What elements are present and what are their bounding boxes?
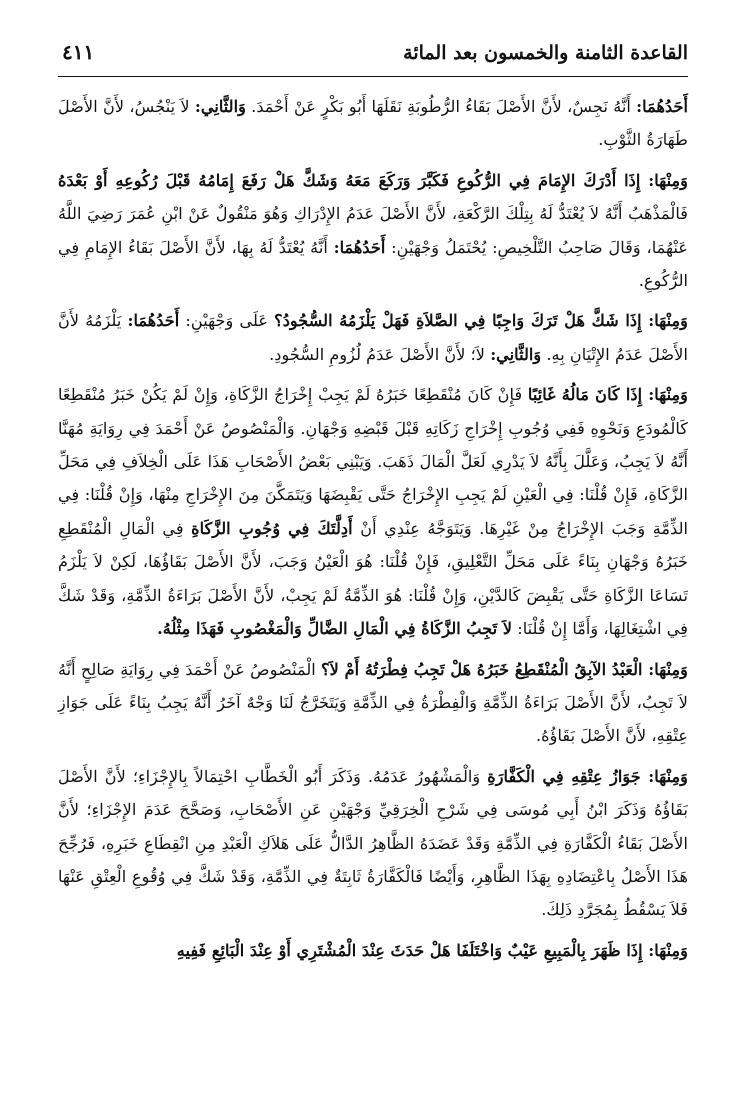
running-title: القاعدة الثامنة والخمسون بعد المائة — [403, 42, 688, 64]
paragraph — [58, 378, 688, 645]
text-segment: الْمَنْصُوصُ عَنْ أَحْمَدَ فِي رِوَايَةِ صَالِحٍ أَنَّهُ لاَ تَجِبُ، لأَنَّ الأَصْلَ بَرَاءَةُ الذِّمَّةِ وَالْفِطْرَةُ فِي الذِّمَّةِ وَيَتَخَرَّجُ لَنَا وَجْهٌ آخَرُ أَنَّهُ يَجِبُ بِنَاءً عَلَى جَوَازِ عِتْقِهِ، لأَنَّ الأَصْلَ بَقَاؤُهُ. — [58, 659, 688, 746]
bold-phrase: لاَ تَجِبُ الزَّكَاةُ فِي الْمَالِ الضَّالِّ وَالْمَغْصُوبِ فَهَذَا مِثْلُهُ. — [157, 619, 513, 639]
bold-phrase: وَمِنْهَا: إِذَا شَكَّ هَلْ تَرَكَ وَاجِبًا فِي الصَّلاَةِ فَهَلْ يَلْزَمُهُ السُّجُودُ؟ — [274, 311, 688, 331]
text-segment: لاَ؛ لأَنَّ الأَصْلَ عَدَمُ لُزُومِ السُّجُودِ. — [269, 344, 491, 364]
bold-phrase: وَمِنْهَا: الْعَبْدُ الآبِقُ الْمُنْقَطِعُ خَبَرُهُ هَلْ تَجِبُ فِطْرَتُهُ أَمْ لاَ؟ — [321, 659, 689, 679]
header-divider — [58, 76, 688, 77]
paragraph — [58, 164, 688, 298]
paragraph — [58, 653, 688, 753]
bold-phrase: أَحَدُهُمَا: — [127, 311, 180, 331]
text-segment: لاَ يَنْجُسُ، لأَنَّ الأَصْلَ طَهَارَةُ الثَّوْبِ. — [58, 97, 688, 150]
bold-phrase: وَالثَّانِي: — [490, 344, 542, 364]
bold-phrase: وَمِنْهَا: إِذَا ظَهَرَ بِالْمَبِيعِ عَيْبٌ وَاخْتَلَفَا هَلْ حَدَثَ عِنْدَ الْمُشْتَرِي أَوْ عِنْدَ الْبَائِعِ فَفِيهِ — [176, 940, 688, 960]
text-segment: فَالْمَذْهَبُ أَنَّهُ لاَ يُعْتَدُّ لَهُ بِتِلْكَ الرَّكْعَةِ، لأَنَّ الأَصْلَ عَدَمُ الإِدْرَاكِ وَهُوَ مَنْقُولٌ عَنْ ابْنِ عُمَرَ رَضِيَ اللَّهُ عَنْهُمَا، وَقَالَ صَاحِبُ التَّلْخِيصِ: يُحْتَمَلُ وَجْهَيْنِ: — [58, 204, 688, 257]
bold-phrase: أَحَدُهُمَا: — [333, 237, 386, 257]
paragraph — [58, 934, 688, 967]
text-segment: فَإِنْ كَانَ مُنْقَطِعًا خَبَرُهُ لَمْ يَجِبْ إِخْرَاجُ الزَّكَاةِ، وَإِنْ لَمْ يَكُنْ خَبَرُ مُنْقَطِعًا كَالْمُودَعِ وَنَحْوِهِ فَفِي وُجُوبِ إِخْرَاجِ زَكَاتِهِ قَبْلَ قَبْضِهِ وَجْهَانِ. وَالْمَنْصُوصُ عَنْ أَحْمَدَ فِي رِوَايَةِ مُهَنَّا أَنَّهُ لاَ يَجِبُ، وَعَلَّلَ بِأَنَّهُ لاَ يَدْرِي لَعَلَّ الْمَالَ ذَهَبَ. وَيَبْنِي بَعْضُ الأَصْحَابِ هَذَا عَلَى الْخِلاَفِ فِي مَحَلِّ الزَّكَاةِ، فَإِنْ قُلْنَا: فِي الْعَيْنِ لَمْ يَجِبِ الإِخْرَاجُ حَتَّى يَقْبِضَهَا وَيَتَمَكَّنَ مِنَ الإِخْرَاجِ مِنْهَا، وَإِنْ قُلْنَا: فِي الذِّمَّةِ وَجَبَ الإِخْرَاجُ مِنْ غَيْرِهَا. وَيَتَوَجَّهُ عِنْدِي أَنْ — [58, 385, 689, 538]
text-segment: وَالْمَشْهُورُ عَدَمُهُ. وَذَكَرَ أَبُو الْخَطَّابِ احْتِمَالاً بِالإِجْزَاءِ؛ لأَنَّ الأَصْلَ بَقَاؤُهُ وَذَكَرَ ابْنُ أَبِي مُوسَى فِي شَرْحِ الْخِرَقِيِّ وَجْهَيْنِ عَنِ الأَصْحَابِ، وَصَحَّحَ عَدَمَ الإِجْزَاءِ؛ لأَنَّ الأَصْلَ بَقَاءُ الْكَفَّارَةِ فِي الذِّمَّةِ وَقَدْ عَضَدَهُ الظَّاهِرُ الدَّالُّ عَلَى هَلاَكِ الْعَبْدِ مِنِ انْقِطَاعِ خَبَرِهِ، فَرُجِّحَ هَذَا الأَصْلُ بِاعْتِضَادِهِ بِهَذَا الظَّاهِرِ، وَأَيْضًا فَالْكَفَّارَةُ ثَابِتَةٌ فِي الذِّمَّةِ، وَقَدْ شَكَّ فِي وُقُوعِ الْعِتْقِ عَنْهَا فَلاَ يَسْقُطُ بِمُجَرَّدِ ذَلِكَ. — [58, 766, 688, 920]
text-segment: يَلْزَمُهُ لأَنَّ الأَصْلَ عَدَمُ الإِتْيَانِ بِهِ. — [58, 311, 688, 364]
bold-phrase: أَحَدُهُمَا: — [636, 97, 688, 116]
bold-phrase: وَمِنْهَا: جَوَازُ عِتْقِهِ فِي الْكَفَّارَةِ — [487, 766, 688, 786]
bold-phrase: أَدِلَّتَكَ فِي وُجُوبِ الزَّكَاةِ — [191, 518, 353, 538]
page-number: ٤١١ — [62, 40, 95, 64]
text-segment: عَلَى وَجْهَيْنِ: — [179, 311, 275, 331]
paragraph — [58, 304, 688, 371]
bold-phrase: وَمِنْهَا: إِذَا كَانَ مَالُهُ غَائِبًا — [527, 385, 688, 405]
text-segment: فِي الْمَالِ الْمُنْقَطِعِ خَبَرُهُ وَجْهَانِ بِنَاءً عَلَى مَحَلِّ التَّعْلِيقِ، فَإِنْ قُلْنَا: هُوَ الْعَيْنُ وَجَبَ، لأَنَّ الأَصْلَ بَقَاؤُهَا، لَكِنْ لاَ يَلْزَمُ تَسَاعَا الزَّكَاةِ حَتَّى يَقْبِضَ كَالدَّيْنِ، وَإِنْ قُلْنَا: هُوَ الذِّمَّةُ لَمْ يَجِبْ، لأَنَّ الأَصْلَ بَرَاءَةُ الذِّمَّةِ، وَقَدْ شَكَّ فِي اشْتِغَالِهَا، وَأَمَّا إِنْ قُلْنَا: — [58, 518, 688, 639]
text-segment: أَنَّهُ يُعْتَدُّ لَهُ بِهَا، لأَنَّ الأَصْلَ بَقَاءُ الإِمَامِ فِي الرُّكُوعِ. — [58, 237, 688, 291]
bold-phrase: وَمِنْهَا: إِذَا أَدْرَكَ الإِمَامَ فِي الرُّكُوعِ فَكَبَّرَ وَرَكَعَ مَعَهُ وَشَكَّ هَلْ رَفَعَ إِمَامُهُ قَبْلَ رُكُوعِهِ أَوْ بَعْدَهُ — [58, 170, 688, 190]
page-body — [58, 90, 688, 967]
text-segment: أَنَّهُ نَجِسٌ، لأَنَّ الأَصْلَ بَقَاءُ الرُّطُوبَةِ نَقَلَهَا أَبُو بَكْرٍ عَنْ أَحْمَدَ. — [245, 97, 637, 116]
bold-phrase: وَالثَّانِي: — [194, 97, 246, 116]
page-header — [58, 38, 688, 76]
paragraph — [58, 90, 688, 157]
paragraph — [58, 760, 688, 927]
